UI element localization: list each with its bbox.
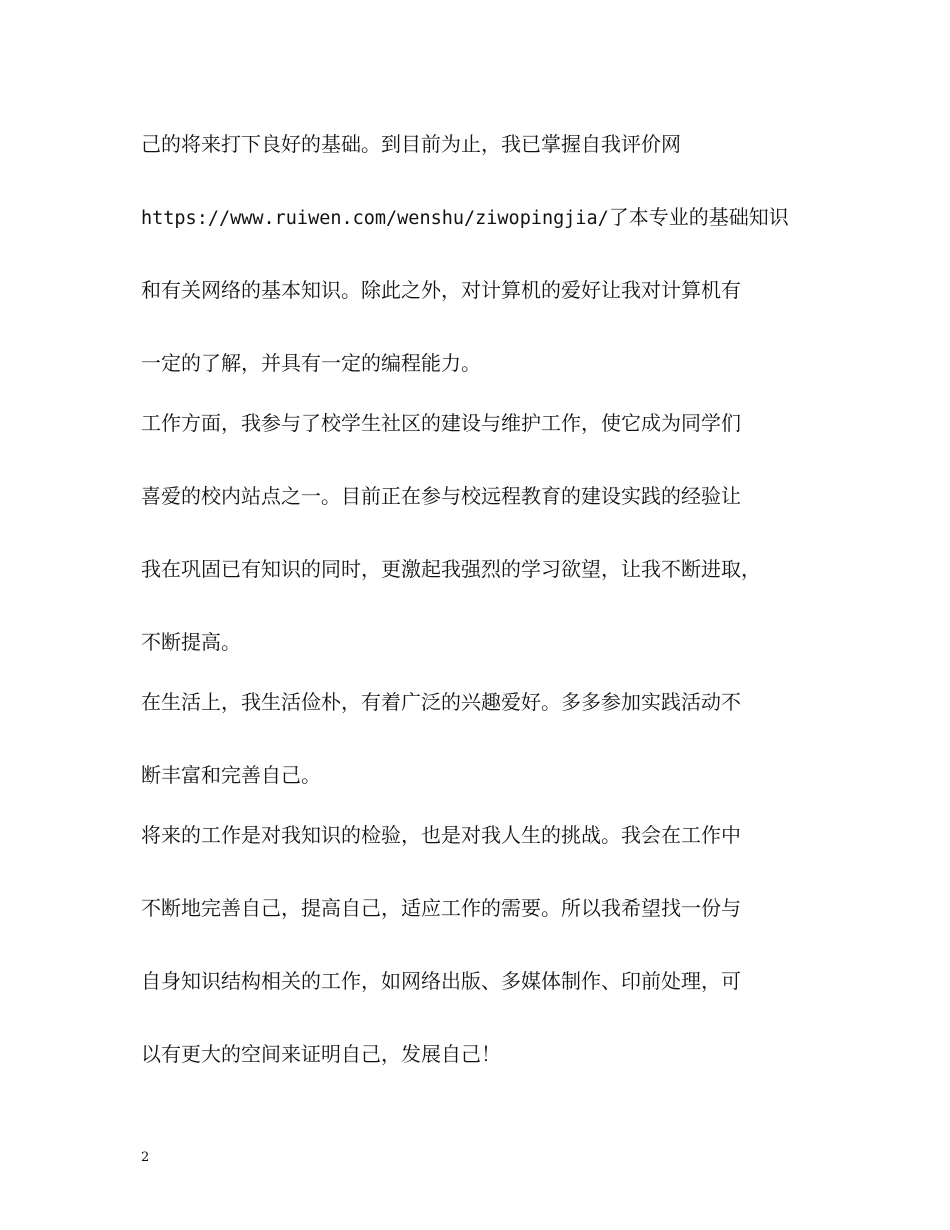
line-text: 将来的工作是对我知识的检验，也是对我人生的挑战。我会在工作中 <box>141 823 741 847</box>
text-line <box>141 1040 811 1068</box>
text-line <box>141 821 811 849</box>
line-text: 我在巩固已有知识的同时，更激起我强烈的学习欲望，让我不断进取， <box>141 557 761 581</box>
line-text: 断丰富和完善自己。 <box>141 763 321 787</box>
page-number: 2 <box>141 1150 150 1165</box>
text-line <box>141 276 811 304</box>
text-line <box>141 349 811 377</box>
url-link[interactable]: https://www.ruiwen.com/wenshu/ziwopingjia/ <box>141 208 609 229</box>
line-text: 在生活上，我生活俭朴，有着广泛的兴趣爱好。多多参加实践活动不 <box>141 690 741 714</box>
line-text: 不断地完善自己，提高自己，适应工作的需要。所以我希望找一份与 <box>141 896 741 920</box>
text-line <box>141 894 811 922</box>
line-text: 和有关网络的基本知识。除此之外，对计算机的爱好让我对计算机有 <box>141 278 741 302</box>
line-text: 一定的了解，并具有一定的编程能力。 <box>141 351 481 375</box>
line-text: 自身知识结构相关的工作，如网络出版、多媒体制作、印前处理，可 <box>141 969 741 993</box>
text-line <box>141 482 811 510</box>
text-line <box>141 130 811 158</box>
line-text: 工作方面，我参与了校学生社区的建设与维护工作，使它成为同学们 <box>141 411 741 435</box>
line-text: 己的将来打下良好的基础。到目前为止，我已掌握自我评价网 <box>141 132 681 156</box>
text-line <box>141 967 811 995</box>
line-text: 了本专业的基础知识 <box>608 205 789 229</box>
line-text: 喜爱的校内站点之一。目前正在参与校远程教育的建设实践的经验让 <box>141 484 741 508</box>
text-line <box>141 203 811 233</box>
text-line <box>141 409 811 437</box>
line-text: 不断提高。 <box>141 630 241 654</box>
text-line <box>141 628 811 656</box>
text-line <box>141 555 811 583</box>
text-line <box>141 688 811 716</box>
text-line <box>141 761 811 789</box>
line-text: 以有更大的空间来证明自己，发展自己！ <box>141 1042 501 1066</box>
